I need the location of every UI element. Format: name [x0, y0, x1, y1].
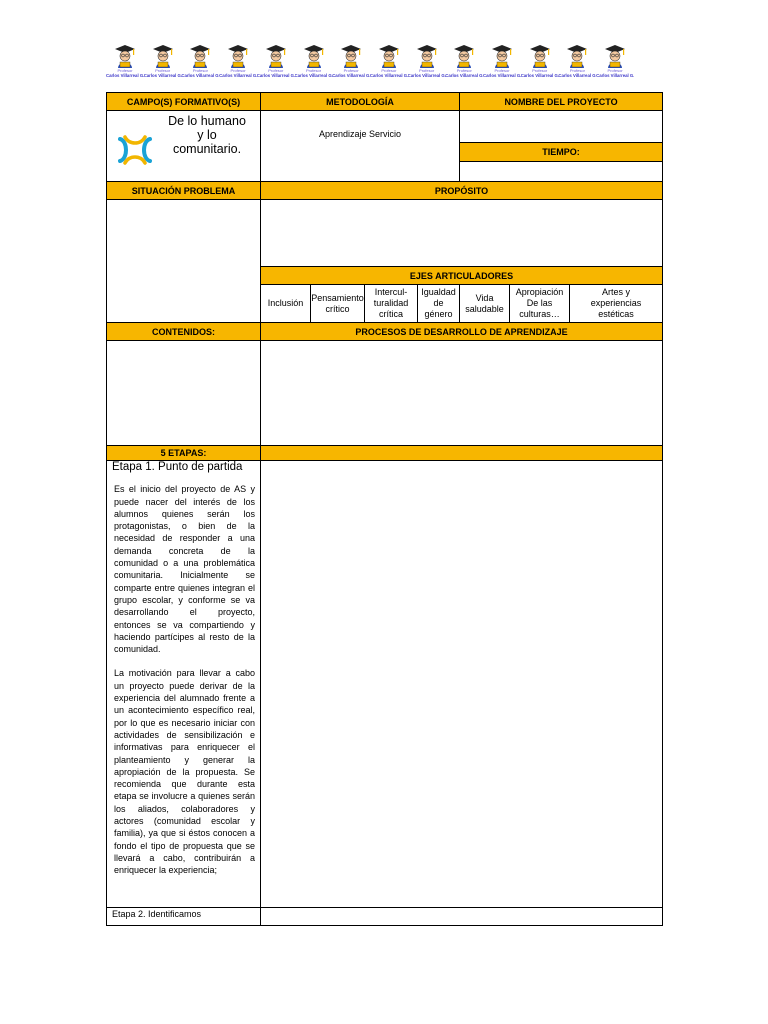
mascot-name: Carlos Villarreal G. [407, 73, 446, 78]
teacher-mascot-icon [445, 44, 483, 78]
campo-formativo-cell[interactable] [107, 111, 261, 182]
ejes-articuladores-header: EJES ARTICULADORES [261, 267, 663, 285]
eje-igualdad-genero: Igualdad de género [418, 285, 460, 323]
mascot-caption: Profesor [117, 68, 133, 73]
nombre-proyecto-value[interactable] [460, 111, 663, 143]
mascot-name: Carlos Villarreal G. [106, 73, 144, 78]
mascot-caption: Profesor [155, 68, 171, 73]
teacher-mascot-icon [295, 44, 333, 78]
contenidos-header: CONTENIDOS: [107, 323, 261, 341]
campo-formativo-header: CAMPO(S) FORMATIVO(S) [107, 93, 261, 111]
mascot-name: Carlos Villarreal G. [294, 73, 333, 78]
eje-vida-saludable: Vida saludable [460, 285, 510, 323]
mascot-caption: Profesor [532, 68, 548, 73]
mascot-name: Carlos Villarreal G. [483, 73, 521, 78]
tiempo-value[interactable] [460, 162, 663, 182]
mascot-name: Carlos Villarreal G. [143, 73, 182, 78]
contenidos-value[interactable] [107, 341, 261, 446]
tiempo-header: TIEMPO: [460, 143, 663, 162]
mascot-caption: Profesor [192, 68, 208, 73]
teacher-mascot-icon [332, 44, 370, 78]
etapa-1-paragraph-2: La motivación para llevar a cabo un proyecto puede derivar de la experiencia del alumnado frente a un acontecimiento específico real, por lo que es necesario iniciar con actividades de sensibilización e informativas para enriquecer el planteamiento y generar la apropiación de la propuesta. Se recomienda que durante esta etapa se involucre a quienes serán los aliados, colaboradores y actores (comunidad escolar y familia), ya que si éstos conocen a fondo el tipo de propuesta que se llevará a cabo, contribuirán a enriquecer la experiencia; [114, 668, 255, 876]
eje-inclusion: Inclusión [261, 285, 311, 323]
metodologia-header: METODOLOGÍA [261, 93, 460, 111]
metodologia-value[interactable]: Aprendizaje Servicio [261, 111, 460, 182]
teacher-mascot-icon [257, 44, 295, 78]
eje-interculturalidad-critica: Intercul- turalidad crítica [365, 285, 418, 323]
mascot-caption: Profesor [305, 68, 322, 73]
etapas-header: 5 ETAPAS: [107, 446, 261, 461]
situacion-problema-value[interactable] [107, 200, 261, 323]
teacher-mascot-icon [596, 44, 634, 78]
teacher-mascot-icon [370, 44, 408, 78]
mascot-caption: Profesor [381, 68, 397, 73]
procesos-desarrollo-value[interactable] [261, 341, 663, 446]
etapa-1-paragraph-1: Es el inicio del proyecto de AS y puede nacer del interés de los alumnos quienes serán los protagonistas, o bien de la necesidad de responder a una demanda concreta de la comunidad o a una problemática comunitaria. Inicialmente se comparte entre quienes integran el grupo escolar, y conforme se va desarrollando el proyecto, entonces se va compartiendo y haciendo partícipes al resto de la comunidad. [114, 484, 255, 655]
mascot-name: Carlos Villarreal G. [369, 73, 408, 78]
proposito-header: PROPÓSITO [261, 182, 663, 200]
mascot-caption: Profesor [268, 68, 284, 73]
mascot-caption: Profesor [230, 68, 246, 73]
mascot-name: Carlos Villarreal G. [445, 73, 484, 78]
eje-artes-experiencias: Artes y experiencias estéticas [570, 285, 663, 323]
campo-formativo-value: De lo humano y lo comunitario. [168, 114, 246, 156]
etapa-2-title: Etapa 2. Identificamos [107, 908, 261, 926]
teacher-mascot-icon [558, 44, 596, 78]
teacher-mascot-icon [219, 44, 257, 78]
mascot-name: Carlos Villarreal G. [520, 73, 559, 78]
mascot-caption: Profesor [569, 68, 585, 73]
mascot-caption: Profesor [607, 68, 623, 73]
teacher-mascot-icon [106, 44, 144, 78]
situacion-problema-header: SITUACIÓN PROBLEMA [107, 182, 261, 200]
project-planning-table [106, 92, 663, 926]
etapa-2-activities[interactable] [261, 908, 663, 926]
eje-pensamiento-critico: Pensamiento crítico [311, 285, 365, 323]
teacher-mascot-icon [521, 44, 559, 78]
teacher-mascot-icon [181, 44, 219, 78]
etapa-1-cell [107, 461, 261, 908]
mascot-name: Carlos Villarreal G. [256, 73, 295, 78]
mascot-name: Carlos Villarreal G. [219, 73, 258, 78]
mascot-caption: Profesor [494, 68, 510, 73]
procesos-desarrollo-header: PROCESOS DE DESARROLLO DE APRENDIZAJE [261, 323, 663, 341]
mascot-caption: Profesor [456, 68, 472, 73]
teacher-mascot-icon [483, 44, 521, 78]
eje-apropiacion-culturas: Apropiación De las culturas… [510, 285, 570, 323]
nombre-proyecto-header: NOMBRE DEL PROYECTO [460, 93, 663, 111]
mascot-caption: Profesor [419, 68, 435, 73]
mascot-name: Carlos Villarreal G. [332, 73, 371, 78]
mascot-name: Carlos Villarreal G. [181, 73, 220, 78]
etapa-1-title: Etapa 1. Punto de partida [112, 461, 243, 473]
mascot-name: Carlos Villarreal G. [558, 73, 597, 78]
mascot-name: Carlos Villarreal G. [596, 73, 635, 78]
campo-formativo-logo-icon [117, 133, 153, 167]
header-mascot-strip [106, 44, 635, 78]
etapas-header-fill [261, 446, 663, 461]
proposito-value[interactable] [261, 200, 663, 267]
etapa-1-activities[interactable] [261, 461, 663, 908]
teacher-mascot-icon [408, 44, 446, 78]
teacher-mascot-icon [144, 44, 182, 78]
mascot-caption: Profesor [343, 68, 359, 73]
